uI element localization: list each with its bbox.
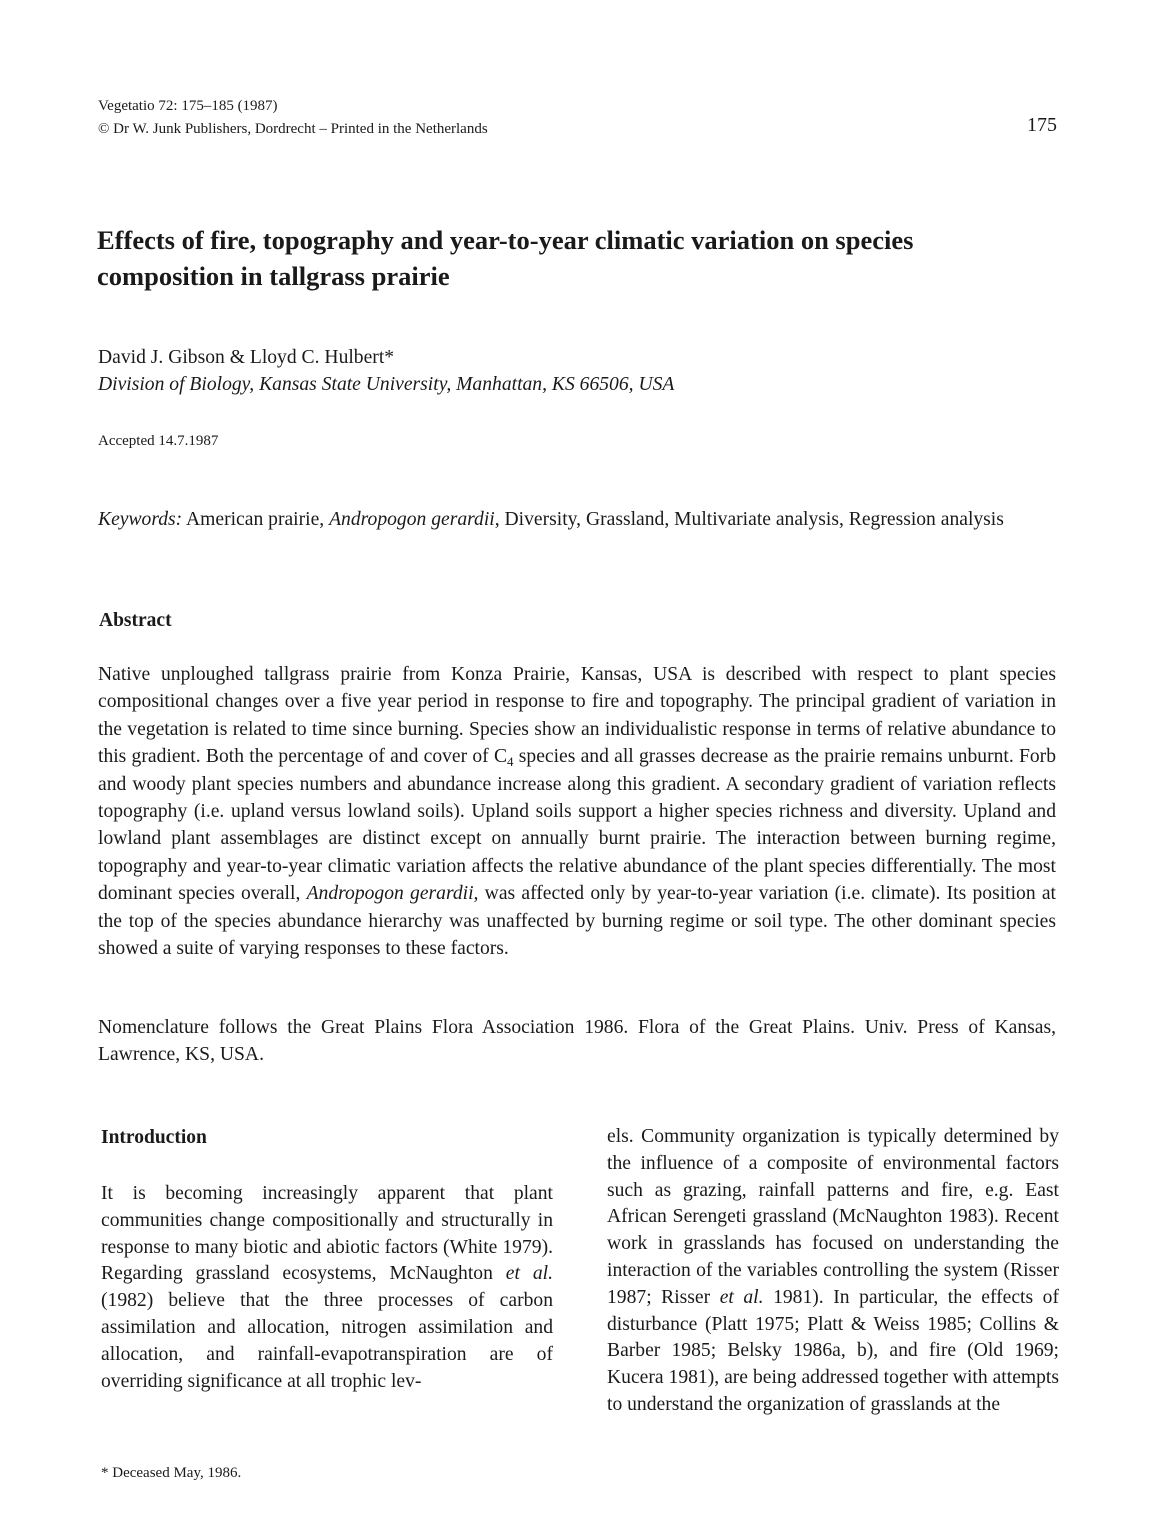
- abstract-subscript: 4: [507, 754, 514, 770]
- intro-left-etal: et al.: [505, 1263, 553, 1285]
- intro-left-part-2: (1982) believe that the three processes of carbon assimilation and allocation, nitrogen assimilation and allocation, and rainfall-evapotranspiration are of overriding significance at all trophic lev-: [101, 1290, 553, 1392]
- intro-right-part-2: 1981). In particular, the effects of disturbance (Platt 1975; Platt & Weiss 1985; Collins & Barber 1985; Belsky 1986a, b), and fire (Old 1969; Kucera 1981), are being addressed together with attempts to understand the organization of grasslands at the: [607, 1286, 1059, 1415]
- footnote: * Deceased May, 1986.: [101, 1465, 242, 1481]
- intro-right-part-1: els. Community organization is typically determined by the influence of a composite of environmental factors such as grazing, rainfall patterns and fire, e.g. East African Serengeti grassland (McNaughton 1983). Recent work in grasslands has focused on understanding the interaction of the variables controlling the system (Risser 1987; Risser: [607, 1126, 1059, 1308]
- keywords: [98, 506, 1056, 533]
- keywords-species: Andropogon gerardii: [329, 509, 495, 530]
- paper-title: [97, 222, 1057, 294]
- affiliation: Division of Biology, Kansas State University, Manhattan, KS 66506, USA: [98, 374, 675, 395]
- page-number: 175: [1027, 114, 1057, 136]
- title-line-1: Effects of fire, topography and year-to-year climatic variation on species: [97, 225, 914, 255]
- abstract-species: Andropogon gerardii,: [306, 883, 479, 905]
- abstract-text: [98, 661, 1056, 962]
- publisher-line: © Dr W. Junk Publishers, Dordrecht – Printed in the Netherlands: [98, 121, 488, 137]
- authors: David J. Gibson & Lloyd C. Hulbert*: [98, 347, 395, 368]
- journal-citation: Vegetatio 72: 175–185 (1987): [98, 98, 278, 114]
- abstract-part-3: was affected only by year-to-year variation (i.e. climate). Its position at the top of the species abundance hierarchy was unaffected by burning regime or soil type. The other dominant species showed a suite of varying responses to these factors.: [98, 883, 1056, 960]
- abstract-part-1: Native unploughed tallgrass prairie from Konza Prairie, Kansas, USA is described with respect to plant species compositional changes over a five year period in response to fire and topography. The principal gradient of variation in the vegetation is related to time since burning. Species show an individualistic response in terms of relative abundance to this gradient. Both the percentage of and cover of C: [98, 664, 1056, 768]
- accepted-date: Accepted 14.7.1987: [98, 433, 219, 449]
- introduction-right-column: [607, 1124, 1059, 1419]
- abstract-part-2: species and all grasses decrease as the prairie remains unburnt. Forb and woody plant species numbers and abundance increase along this gradient. A secondary gradient of variation reflects topography (i.e. upland versus lowland soils). Upland soils support a higher species richness and diversity. Upland and lowland plant assemblages are distinct except on annually burnt prairie. The interaction between burning regime, topography and year-to-year climatic variation affects the relative abundance of the plant species differentially. The most dominant species overall,: [98, 746, 1056, 905]
- title-line-2: composition in tallgrass prairie: [97, 261, 450, 291]
- introduction-heading: Introduction: [101, 1127, 207, 1148]
- nomenclature-note: Nomenclature follows the Great Plains Flora Association 1986. Flora of the Great Plains. Univ. Press of Kansas, Lawrence, KS, USA.: [98, 1017, 1056, 1066]
- intro-right-etal: et al.: [719, 1286, 764, 1308]
- abstract-heading: Abstract: [99, 610, 172, 631]
- keywords-text-1: American prairie,: [182, 509, 330, 530]
- keywords-text-2: , Diversity, Grassland, Multivariate analysis, Regression analysis: [494, 509, 1004, 530]
- introduction-left-column: [101, 1181, 553, 1395]
- keywords-label: Keywords:: [98, 509, 183, 530]
- intro-left-part-1: It is becoming increasingly apparent that plant communities change compositionally and structurally in response to many biotic and abiotic factors (White 1979). Regarding grassland ecosystems, McNaughton: [101, 1183, 553, 1285]
